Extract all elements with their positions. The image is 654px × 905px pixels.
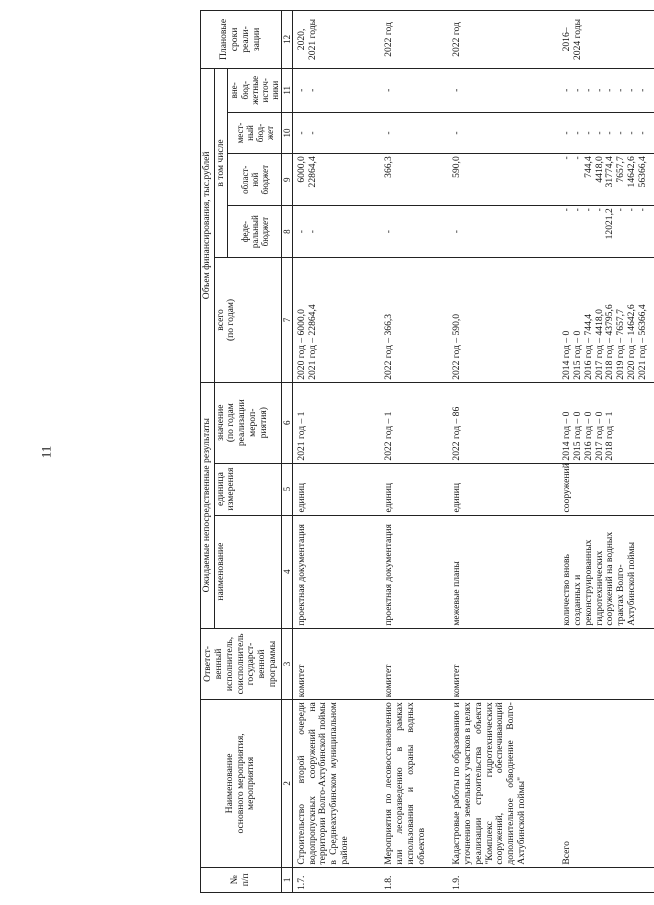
result-name: количество вновь созданных и реконструированных гидротехнических сооружений на водных трактах Волго-Ахтубинской поймы — [558, 515, 654, 628]
text-line: - — [561, 208, 573, 212]
responsible: комитет — [292, 628, 380, 700]
text-line: значение — [214, 404, 226, 441]
responsible — [558, 628, 654, 700]
regional-budget — [448, 154, 558, 206]
text-line: государст- — [245, 642, 257, 686]
federal-budget — [558, 206, 654, 258]
text-line: - — [625, 88, 637, 92]
unit: единиц — [380, 463, 448, 515]
text-line: - — [625, 131, 637, 135]
regional-budget — [292, 154, 380, 206]
result-name: межевые планы — [448, 515, 558, 628]
text-line: - — [593, 131, 605, 135]
header-including: в том числе — [214, 68, 228, 257]
text-line: программы — [266, 640, 278, 688]
text-line: венный — [213, 648, 225, 680]
text-line: 2022 год – 1 — [383, 411, 395, 461]
measure-name: Всего — [558, 700, 654, 867]
extrabudgetary — [380, 68, 448, 112]
text-line: - — [582, 131, 594, 135]
text-line: бюджет — [259, 216, 270, 247]
column-number: 9 — [281, 154, 292, 206]
text-line: - — [295, 88, 307, 92]
local-budget — [448, 112, 558, 154]
regional-budget — [380, 154, 448, 206]
column-number: 8 — [281, 206, 292, 258]
header-regional-budget — [228, 154, 281, 206]
row-number: 1.7. — [292, 867, 380, 892]
text-line: реали- — [239, 26, 251, 53]
row-number — [558, 867, 654, 892]
federal-budget — [380, 206, 448, 258]
text-line: 31774,4 — [604, 156, 616, 188]
column-number: 4 — [281, 515, 292, 628]
column-number: 10 — [281, 112, 292, 154]
text-line: исполнитель, — [223, 636, 235, 692]
text-line: 2015 год – 0 — [572, 330, 584, 380]
text-line: 2022 год – 590,0 — [451, 313, 463, 380]
text-line: сроки — [229, 27, 241, 52]
text-line: 2021 год – 22864,4 — [306, 304, 318, 380]
text-line: 2017 год – 4418,0 — [593, 309, 605, 380]
local-budget — [380, 112, 448, 154]
text-line: - — [295, 230, 307, 234]
text-line: мероп- — [246, 408, 258, 437]
text-line: 2022 год – 366,3 — [383, 313, 395, 380]
text-line: № — [229, 875, 241, 885]
text-line: - — [451, 131, 463, 135]
text-line: - — [451, 230, 463, 234]
text-line: 2018 год – 1 — [604, 411, 616, 461]
text-line: - — [306, 230, 318, 234]
text-line: 2021 год – 1 — [295, 411, 307, 461]
text-line: - — [582, 88, 594, 92]
unit: единиц — [448, 463, 558, 515]
text-line: 2021 год – 56366,4 — [636, 304, 648, 380]
header-planned-terms — [201, 11, 282, 69]
text-line: - — [383, 88, 395, 92]
rotated-table-page — [200, 10, 648, 893]
table-row — [292, 11, 380, 893]
text-line: реализации — [236, 399, 248, 447]
column-number: 2 — [281, 700, 292, 867]
text-line: - — [604, 88, 616, 92]
text-line: единица — [214, 472, 226, 506]
text-line: - — [615, 131, 627, 135]
measure-name: Строительство второй очереди водопропускных сооружений на территории Волго-Ахтубинской поймы в Среднеахтубинском муниципальном районе — [292, 700, 380, 867]
text-line: 2018 год – 43795,6 — [604, 304, 616, 380]
text-line: ральный — [249, 215, 260, 249]
text-line: 6000,0 — [295, 156, 307, 183]
text-line: - — [572, 208, 584, 212]
text-line: 2016 год – 744,4 — [582, 313, 594, 380]
column-number: 5 — [281, 463, 292, 515]
text-line: - — [582, 208, 594, 212]
header-extrabudgetary — [228, 68, 281, 112]
text-line: - — [306, 88, 318, 92]
text-line: соисполнитель — [234, 633, 246, 695]
header-local-budget — [228, 112, 281, 154]
text-line: Плановые — [218, 18, 230, 60]
financing-total — [558, 258, 654, 383]
planned-terms — [380, 11, 448, 69]
text-line: Ответст- — [202, 646, 214, 682]
text-line: жетные — [249, 75, 260, 105]
unit: единиц — [292, 463, 380, 515]
header-total — [214, 258, 281, 383]
text-line: 7657,7 — [615, 156, 627, 183]
text-line: 14642,6 — [625, 156, 637, 188]
row-number: 1.9. — [448, 867, 558, 892]
header-federal-budget — [228, 206, 281, 258]
text-line: п/п — [239, 873, 251, 887]
text-line: 744,4 — [582, 156, 594, 178]
regional-budget — [558, 154, 654, 206]
column-number: 1 — [281, 867, 292, 892]
text-line: бюд- — [254, 123, 265, 143]
financing-total — [448, 258, 558, 383]
text-line: - — [593, 88, 605, 92]
header-unit — [214, 463, 281, 515]
federal-budget — [292, 206, 380, 258]
table-row — [448, 11, 558, 893]
text-line: 2014 год – 0 — [561, 411, 573, 461]
text-line: 2016– — [561, 27, 573, 52]
text-line: (по годам — [225, 403, 237, 443]
measure-name: Кадастровые работы по образованию и уточнению земельных участков в целях реализации строительства объекта "Комплекс гидротехнических сооружений, обеспечивающий дополнительное обводнение Волго-Ахтубинской поймы" — [448, 700, 558, 867]
text-line: - — [572, 156, 584, 160]
text-line: 12021,2 — [604, 208, 616, 240]
text-line: измерения — [225, 467, 237, 511]
header-result-name: наименование — [214, 515, 281, 628]
header-number — [201, 867, 282, 892]
text-line: - — [593, 208, 605, 212]
text-line: 22864,4 — [306, 156, 318, 188]
unit: сооружений — [558, 463, 654, 515]
result-value — [380, 382, 448, 463]
text-line: - — [604, 131, 616, 135]
text-line: - — [383, 230, 395, 234]
text-line: мероприятия — [245, 756, 257, 810]
column-number-row — [281, 11, 292, 893]
text-line: 2024 годы — [572, 18, 584, 60]
text-line: 2017 год – 0 — [593, 411, 605, 461]
text-line: - — [383, 131, 395, 135]
text-line: 2014 год – 0 — [561, 330, 573, 380]
text-line: ный — [244, 125, 255, 141]
text-line: - — [295, 131, 307, 135]
result-value — [448, 382, 558, 463]
text-line: - — [451, 88, 463, 92]
text-line: - — [625, 208, 637, 212]
text-line: - — [615, 208, 627, 212]
text-line: 366,3 — [383, 156, 395, 178]
planned-terms — [558, 11, 654, 69]
text-line: - — [561, 156, 573, 160]
text-line: 2019 год – 7657,7 — [615, 309, 627, 380]
text-line: област- — [239, 165, 250, 194]
text-line: - — [306, 131, 318, 135]
measure-name: Мероприятия по лесовосстановлению или лесоразведению в рамках использования и охраны водных объектов — [380, 700, 448, 867]
text-line: 2016 год – 0 — [582, 411, 594, 461]
text-line: Наименование — [223, 753, 235, 814]
text-line: - — [561, 88, 573, 92]
header-financing: Объем финансирования, тыс.рублей — [201, 68, 215, 382]
text-line: - — [636, 88, 648, 92]
table-row-total — [558, 11, 654, 893]
text-line: феде- — [239, 221, 250, 243]
result-name: проектная документация — [380, 515, 448, 628]
text-line: 2022 год — [383, 22, 395, 57]
text-line: 2020 год – 14642,6 — [625, 304, 637, 380]
text-line: 2022 год — [451, 22, 463, 57]
text-line: 2020, — [295, 28, 307, 51]
text-line: мест- — [234, 122, 245, 144]
text-line: - — [636, 208, 648, 212]
financing-total — [380, 258, 448, 383]
result-value — [558, 382, 654, 463]
local-budget — [292, 112, 380, 154]
column-number: 3 — [281, 628, 292, 700]
financing-total — [292, 258, 380, 383]
header-expected-results: Ожидаемые непосредственные результаты — [201, 382, 215, 628]
text-line: - — [636, 131, 648, 135]
text-line: риятия) — [257, 407, 269, 439]
text-line: бюд- — [239, 81, 250, 100]
text-line: 2020 год – 6000,0 — [295, 309, 307, 380]
text-line: венной — [256, 649, 268, 679]
text-line: жет — [264, 125, 275, 140]
text-line: 590,0 — [451, 156, 463, 178]
extrabudgetary — [292, 68, 380, 112]
text-line: 56366,4 — [636, 156, 648, 188]
text-line: - — [615, 88, 627, 92]
page-number: 11 — [38, 445, 54, 459]
federal-budget — [448, 206, 558, 258]
result-name: проектная документация — [292, 515, 380, 628]
text-line: 4418,0 — [593, 156, 605, 183]
header-value — [214, 382, 281, 463]
local-budget — [558, 112, 654, 154]
column-number: 11 — [281, 68, 292, 112]
text-line: 2022 год – 86 — [451, 406, 463, 461]
column-number: 12 — [281, 11, 292, 69]
text-line: основного мероприятия, — [234, 733, 246, 834]
text-line: источ- — [259, 78, 270, 103]
column-number: 6 — [281, 382, 292, 463]
extrabudgetary — [558, 68, 654, 112]
text-line: - — [572, 88, 584, 92]
row-number: 1.8. — [380, 867, 448, 892]
text-line: зации — [250, 27, 262, 52]
planned-terms — [448, 11, 558, 69]
responsible: комитет — [448, 628, 558, 700]
text-line: 2021 годы — [306, 18, 318, 60]
text-line: ной — [249, 172, 260, 187]
text-line: ники — [269, 80, 280, 100]
column-number: 7 — [281, 258, 292, 383]
program-measures-table — [200, 10, 654, 893]
text-line: вне- — [229, 82, 240, 99]
header-measure-name — [201, 700, 282, 867]
text-line: бюджет — [259, 165, 270, 195]
text-line: 2015 год – 0 — [572, 411, 584, 461]
extrabudgetary — [448, 68, 558, 112]
result-value — [292, 382, 380, 463]
text-line: (по годам) — [225, 298, 237, 342]
text-line: всего — [214, 309, 226, 331]
table-row — [380, 11, 448, 893]
planned-terms — [292, 11, 380, 69]
text-line: - — [572, 131, 584, 135]
header-responsible — [201, 628, 282, 700]
text-line: - — [561, 131, 573, 135]
responsible: комитет — [380, 628, 448, 700]
